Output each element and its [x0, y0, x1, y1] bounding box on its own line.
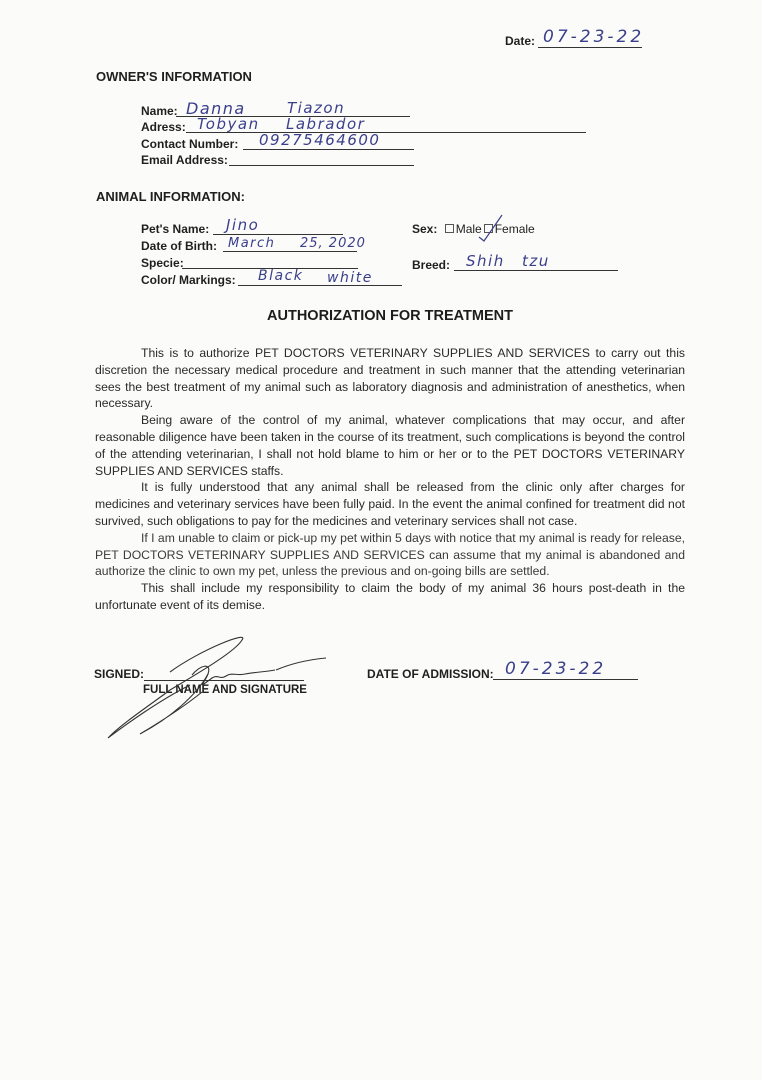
admission-value: 07-23-22: [505, 659, 607, 679]
authorization-paragraph-4: If I am unable to claim or pick-up my pet within 5 days with notice that my animal is ready for release, PET DOCTORS VETERINARY SUPPLIES AND SERVICES can assume that my animal is abandoned and authorize the clinic to own my pet, unless the previous and on-going bills are settled.: [95, 530, 685, 579]
color-value-2: white: [327, 270, 373, 286]
signature-caption: FULL NAME AND SIGNATURE: [143, 684, 307, 696]
owner-heading: OWNER'S INFORMATION: [96, 69, 252, 84]
owner-name-label: Name:: [141, 104, 178, 118]
date-line: [538, 47, 642, 48]
owner-name-first: Danna: [186, 99, 246, 118]
owner-email-line: [229, 165, 414, 166]
pet-name-line: [213, 234, 343, 235]
breed-value-2: tzu: [522, 252, 550, 270]
authorization-title: AUTHORIZATION FOR TREATMENT: [267, 308, 513, 324]
authorization-body: [95, 345, 685, 614]
animal-heading: ANIMAL INFORMATION:: [96, 189, 245, 204]
owner-email-label: Email Address:: [141, 153, 228, 167]
sex-field: [412, 222, 535, 236]
dob-value-2: 25, 2020: [300, 236, 366, 251]
breed-line: [454, 270, 618, 271]
owner-address-value-1: Tobyan: [197, 115, 260, 133]
authorization-paragraph-5: This shall include my responsibility to claim the body of my animal 36 hours post-death in the unfortunate event of its demise.: [95, 581, 685, 612]
admission-label: DATE OF ADMISSION:: [367, 667, 494, 681]
owner-name-last: Tiazon: [287, 99, 346, 117]
dob-line: [223, 251, 357, 252]
authorization-paragraph-3: It is fully understood that any animal shall be released from the clinic only after charges for medicines and veterinary services have been fully paid. In the event the animal confined for treatment did not survived, such obligations to pay for the medicines and veterinary services shall not case.: [95, 480, 685, 528]
sex-female-label: Female: [494, 222, 535, 236]
color-value-1: Black: [258, 268, 304, 284]
owner-contact-label: Contact Number:: [141, 137, 239, 151]
owner-contact-value: 09275464600: [259, 131, 381, 149]
breed-label: Breed:: [412, 258, 451, 272]
handwritten-signature: [100, 630, 335, 745]
breed-value-1: Shih: [466, 252, 505, 270]
pet-name-label: Pet's Name:: [141, 222, 210, 236]
admission-line: [493, 679, 638, 680]
signed-label: SIGNED:: [94, 667, 145, 681]
date-label: Date:: [505, 34, 536, 48]
pet-name-value: Jino: [226, 216, 260, 234]
dob-value-1: March: [228, 236, 276, 251]
color-line: [238, 285, 402, 286]
owner-address-value-2: Labrador: [286, 115, 366, 133]
dob-label: Date of Birth:: [141, 239, 217, 253]
sex-male-label: Male: [455, 222, 482, 236]
authorization-paragraph-1: This is to authorize PET DOCTORS VETERINARY SUPPLIES AND SERVICES to carry out this discretion the necessary medical procedure and treatment in such manner that the attending veterinarian sees the best treatment of my animal such as laboratory diagnosis and administration of anesthetics, when necessary.: [95, 346, 685, 411]
authorization-paragraph-2: Being aware of the control of my animal, whatever complications that may occur, and after reasonable diligence have been taken in the course of its treatment, such complications is beyond the control of the attending veterinarian, I shall not hold blame to him or her or to the PET DOCTORS VETERINARY SUPPLIES AND SERVICES staffs.: [95, 413, 685, 478]
sex-female-check-mark: [478, 213, 504, 243]
owner-contact-line: [243, 149, 414, 150]
owner-address-label: Adress:: [141, 120, 186, 134]
date-value: 07-23-22: [543, 27, 645, 47]
color-label: Color/ Markings:: [141, 273, 236, 287]
sex-label: Sex:: [412, 222, 438, 236]
specie-label: Specie:: [141, 256, 184, 270]
sex-male-checkbox[interactable]: [445, 224, 454, 233]
